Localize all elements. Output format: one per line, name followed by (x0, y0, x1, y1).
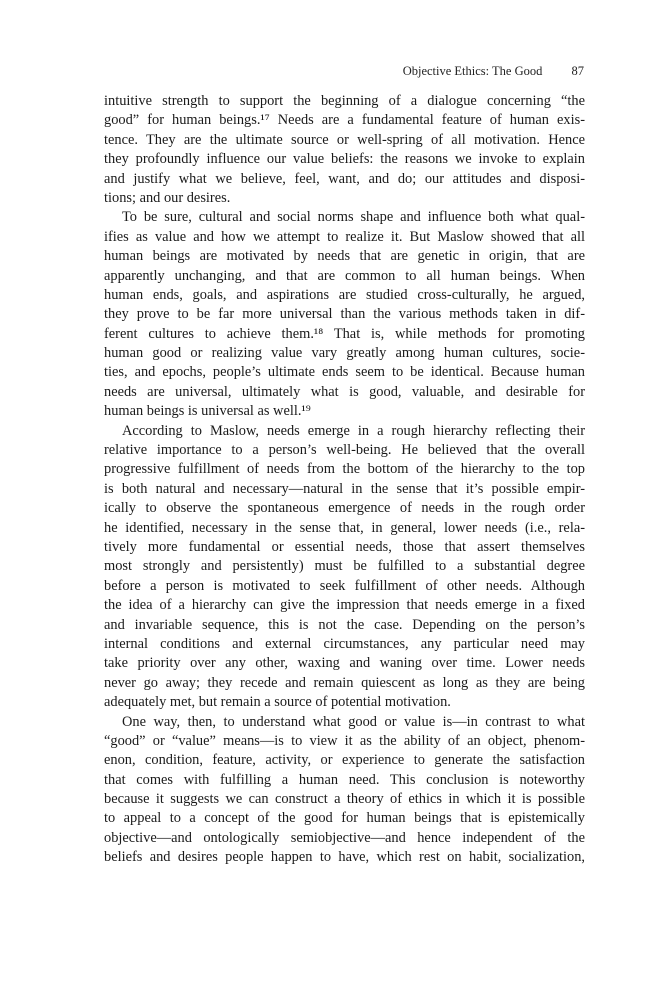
text-line: human beings are motivated by needs that are genetic in origin, that are (104, 248, 585, 265)
text-line: relative importance to a person’s well-being. He believed that the overall (104, 442, 585, 459)
text-line: most strongly and persistently) must be fulfilled to a substantial degree (104, 558, 585, 575)
text-line: progressive fulfillment of needs from the bottom of the hierarchy to the top (104, 461, 585, 478)
paragraph-3 (104, 422, 585, 713)
body-text (104, 92, 585, 868)
text-line: apparently unchanging, and that are common to all human beings. When (104, 267, 585, 284)
text-line: According to Maslow, needs emerge in a rough hierarchy reflecting their (122, 422, 585, 439)
text-line: take priority over any other, waxing and waning over time. Lower needs (104, 655, 585, 672)
text-line: human ends, goals, and aspirations are studied cross-culturally, he argued, (104, 286, 585, 303)
text-line: ties, and epochs, people’s ultimate ends seem to be identical. Because human (104, 364, 585, 381)
text-line: intuitive strength to support the beginning of a dialogue concerning “the (104, 93, 585, 109)
text-line: To be sure, cultural and social norms shape and influence both what qual- (122, 209, 585, 226)
text-line: tions; and our desires. (104, 189, 231, 206)
text-line: tively more fundamental or essential needs, those that assert themselves (104, 538, 585, 555)
text-line: human good or realizing value vary greatly among human cultures, socie- (104, 345, 585, 362)
paragraph-1 (104, 92, 585, 208)
text-line: internal conditions and external circumstances, any particular need may (104, 635, 585, 652)
text-line: enon, condition, feature, activity, or experience to generate the satisfaction (104, 752, 585, 769)
text-line: One way, then, to understand what good or value is—in contrast to what (122, 713, 585, 730)
text-line: beliefs and desires people happen to have, which rest on habit, socialization, (104, 849, 585, 866)
text-line: that comes with fulfilling a human need. This conclusion is noteworthy (104, 771, 585, 788)
paragraph-4 (104, 713, 585, 868)
text-line: good” for human beings.¹⁷ Needs are a fundamental feature of human exis- (104, 112, 585, 129)
running-header (403, 64, 584, 79)
text-line: to appeal to a concept of the good for human beings that is epistemically (104, 810, 585, 827)
text-line: needs are universal, ultimately what is good, valuable, and desirable for (104, 383, 585, 400)
text-line: “good” or “value” means—is to view it as the ability of an object, phenom- (104, 732, 585, 749)
text-line: before a person is motivated to seek fulfillment of other needs. Although (104, 577, 585, 594)
text-line: he identified, necessary in the sense that, in general, lower needs (i.e., rela- (104, 519, 585, 536)
text-line: ferent cultures to achieve them.¹⁸ That is, while methods for promoting (104, 325, 585, 342)
running-title: Objective Ethics: The Good (402, 64, 543, 78)
text-line: never go away; they recede and remain quiescent as long as they are being (104, 674, 585, 691)
text-line: objective—and ontologically semiobjective—and hence independent of the (104, 829, 585, 846)
text-line: is both natural and necessary—natural in the sense that it’s possible empir- (104, 480, 585, 497)
text-line: they profoundly influence our value beliefs: the reasons we invoke to explain (104, 151, 585, 168)
text-line: ifies as value and how we attempt to realize it. But Maslow showed that all (104, 228, 585, 245)
text-line: tence. They are the ultimate source or well-spring of all motivation. Hence (104, 131, 585, 148)
paragraph-2 (104, 208, 585, 421)
text-line: because it suggests we can construct a theory of ethics in which it is possible (104, 791, 585, 808)
text-line: they prove to be far more universal than the various methods taken in dif- (104, 306, 585, 323)
text-line: ically to observe the spontaneous emergence of needs in the rough order (104, 500, 585, 517)
text-line: adequately met, but remain a source of potential motivation. (104, 694, 451, 711)
text-line: the idea of a hierarchy can give the impression that needs emerge in a fixed (104, 597, 585, 614)
text-line: and justify what we believe, feel, want, and do; our attitudes and disposi- (104, 170, 585, 187)
text-line: and invariable sequence, this is not the case. Depending on the person’s (104, 616, 585, 633)
page-number: 87 (571, 64, 584, 78)
text-line: human beings is universal as well.¹⁹ (104, 403, 311, 420)
